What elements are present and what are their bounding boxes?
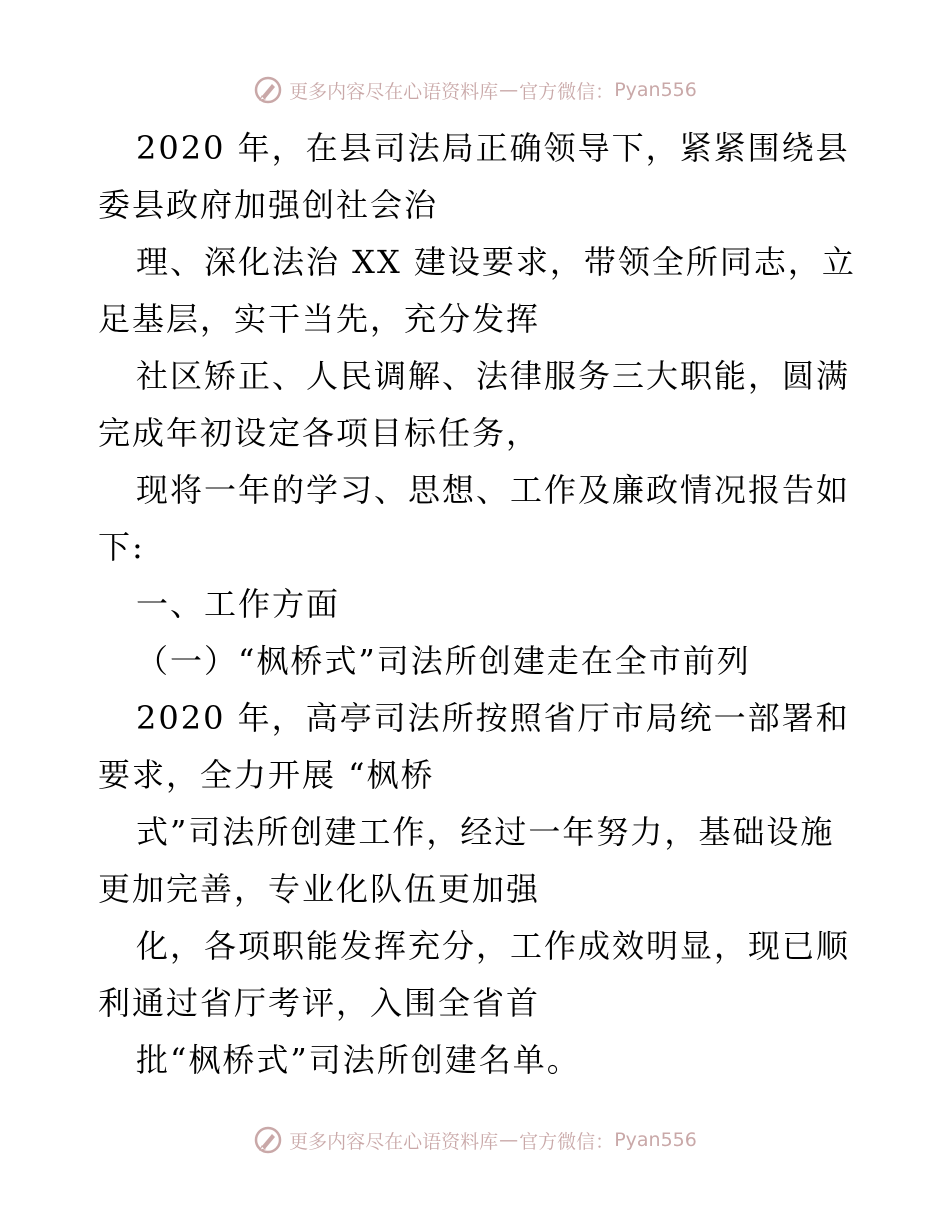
banner-text: 更多内容尽在心语资料库 [289, 80, 499, 103]
banner-wechat-id: Pyan556 [614, 79, 697, 101]
body-line: 完成年初设定各项目标任务， [98, 414, 541, 452]
section-heading: 一、工作方面 [136, 585, 341, 623]
body-line: 现将一年的学习、思想、工作及廉政情况报告如 [136, 471, 851, 509]
body-line: 要求，全力开展 “枫桥 [98, 756, 435, 794]
banner-wechat-id: Pyan556 [614, 1129, 697, 1151]
body-line: 利通过省厅考评，入围全省首 [98, 984, 541, 1022]
banner-dash: — [499, 1129, 519, 1151]
body-line: 2020 年，高亭司法所按照省厅市局统一部署和 [136, 699, 850, 737]
body-line: 化，各项职能发挥充分，工作成效明显，现已顺 [136, 927, 851, 965]
body-line: 委县政府加强创社会治 [98, 186, 439, 224]
body-line: 式”司法所创建工作，经过一年努力，基础设施 [136, 813, 835, 851]
body-line: 批“枫桥式”司法所创建名单。 [136, 1041, 581, 1079]
header-banner [0, 70, 950, 110]
pen-circle-logo-icon [253, 1125, 283, 1155]
body-line: 2020 年，在县司法局正确领导下，紧紧围绕县 [136, 129, 850, 167]
body-line: 理、深化法治 XX 建设要求，带领全所同志，立 [136, 243, 856, 281]
banner-text: 更多内容尽在心语资料库 [289, 1130, 499, 1153]
banner-wechat-label: 官方微信： [519, 80, 615, 103]
body-line: 社区矫正、人民调解、法律服务三大职能，圆满 [136, 357, 851, 395]
pen-circle-logo-icon [253, 75, 283, 105]
banner-wechat-label: 官方微信： [519, 1130, 615, 1153]
document-body [98, 120, 858, 1089]
banner-dash: — [499, 79, 519, 101]
body-line: 足基层，实干当先，充分发挥 [98, 300, 541, 338]
body-line: 更加完善，专业化队伍更加强 [98, 870, 541, 908]
body-line: 下: [98, 528, 145, 566]
footer-banner [0, 1120, 950, 1160]
subsection-heading: （一）“枫桥式”司法所创建走在全市前列 [136, 642, 751, 680]
